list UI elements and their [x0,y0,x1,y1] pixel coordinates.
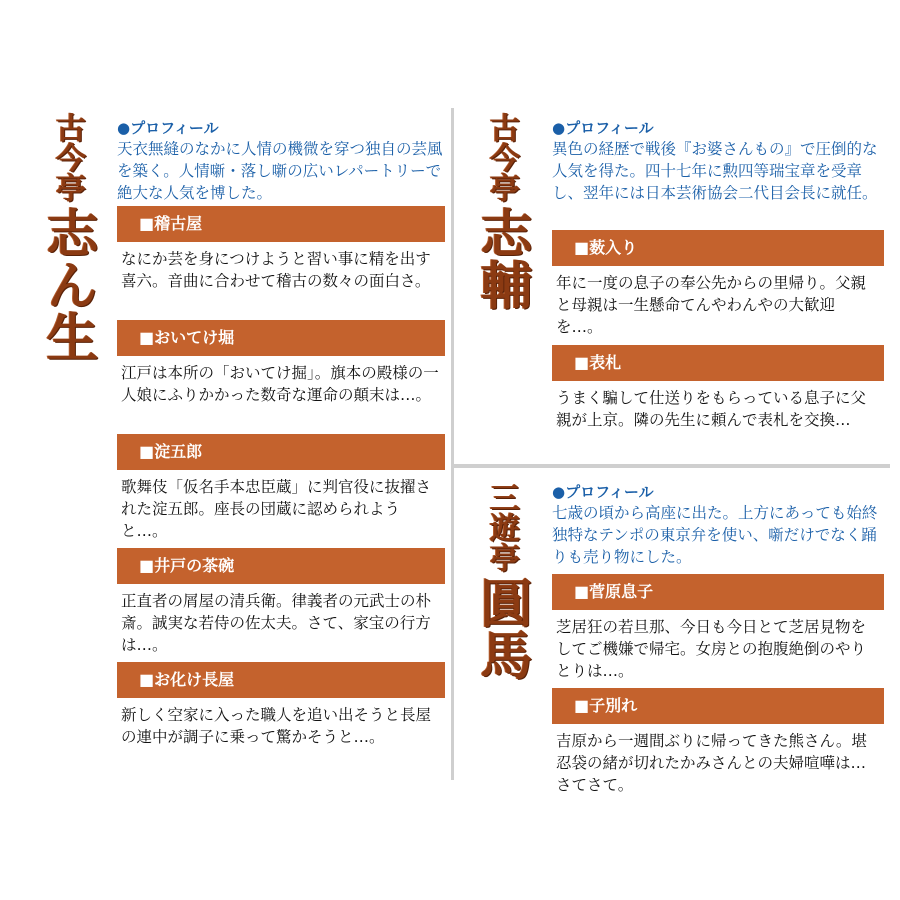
story-list [117,206,445,776]
story-item [552,574,884,688]
story-item [552,230,884,345]
profile-heading: ●プロフィール [117,119,219,137]
right-bottom-column [552,482,884,802]
performer-name: 志輔 [471,206,532,310]
story-title: ■子別れ [552,688,884,724]
story-item [552,688,884,802]
story-text: 正直者の屑屋の清兵衛。律義者の元武士の朴斎。誠実な若侍の佐太夫。さて、家宝の行方は…。 [121,592,432,654]
profile-text: 異色の経歴で戦後『お婆さんもの』で圧倒的な人気を得た。四十七年に勲四等瑞宝章を受章し、翌年には日本芸術協会二代目会長に就任。 [552,140,878,202]
story-title: ■菅原息子 [552,574,884,610]
story-text: 吉原から一週間ぶりに帰ってきた熊さん。堪忍袋の緒が切れたかみさんとの夫婦喧嘩は…さてさて。 [556,732,867,794]
performer-prefix: 三遊亭 [484,482,519,572]
story-item [552,345,884,459]
story-item [117,206,445,320]
performer-name-enba [466,482,536,680]
right-top-column [552,118,884,459]
profile-text: 七歳の頃から高座に出た。上方にあっても始終独特なテンポの東京弁を使い、噺だけでなく踊りも売り物にした。 [552,504,878,566]
performer-prefix: 古今亭 [484,112,519,202]
story-title: ■井戸の茶碗 [117,548,445,584]
story-list [552,574,884,802]
story-item [117,434,445,548]
story-title: ■おいてけ堀 [117,320,445,356]
story-text: 芝居狂の若旦那、今日も今日とて芝居見物をしてご機嫌で帰宅。女房との抱腹絶倒のやりとりは…。 [556,618,867,680]
story-item [117,548,445,662]
story-title: ■薮入り [552,230,884,266]
story-text: 江戸は本所の「おいてけ掘」。旗本の殿様の一人娘にふりかかった数奇な運命の顛末は…。 [121,364,439,404]
story-title: ■お化け長屋 [117,662,445,698]
performer-name-shinsho [32,112,102,362]
story-item [117,320,445,434]
performer-name: 圓馬 [471,576,532,680]
performer-name-shisuke [466,112,536,310]
story-text: なにか芸を身につけようと習い事に精を出す喜六。音曲に合わせて稽古の数々の面白さ。 [121,250,431,290]
performer-name: 志ん生 [37,206,98,362]
profile-heading: ●プロフィール [552,119,654,137]
story-text: うまく騙して仕送りをもらっている息子に父親が上京。隣の先生に頼んで表札を交換… [556,389,867,429]
section-divider [454,464,890,468]
profile-text: 天衣無縫のなかに人情の機微を穿つ独自の芸風を築く。人情噺・落し噺の広いレパートリーで絶大な人気を博した。 [117,140,443,202]
story-title: ■表札 [552,345,884,381]
profile-heading: ●プロフィール [552,483,654,501]
story-list [552,230,884,459]
story-title: ■稽古屋 [117,206,445,242]
story-text: 年に一度の息子の奉公先からの里帰り。父親と母親は一生懸命てんやわんやの大歓迎を…。 [556,274,867,336]
performer-prefix: 古今亭 [50,112,85,202]
column-divider [451,108,454,780]
story-item [117,662,445,776]
story-text: 新しく空家に入った職人を追い出そうと長屋の連中が調子に乗って驚かそうと…。 [121,706,432,746]
left-column [117,118,445,776]
story-text: 歌舞伎「仮名手本忠臣蔵」に判官役に抜擢された淀五郎。座長の団蔵に認められようと…。 [121,478,432,540]
story-title: ■淀五郎 [117,434,445,470]
